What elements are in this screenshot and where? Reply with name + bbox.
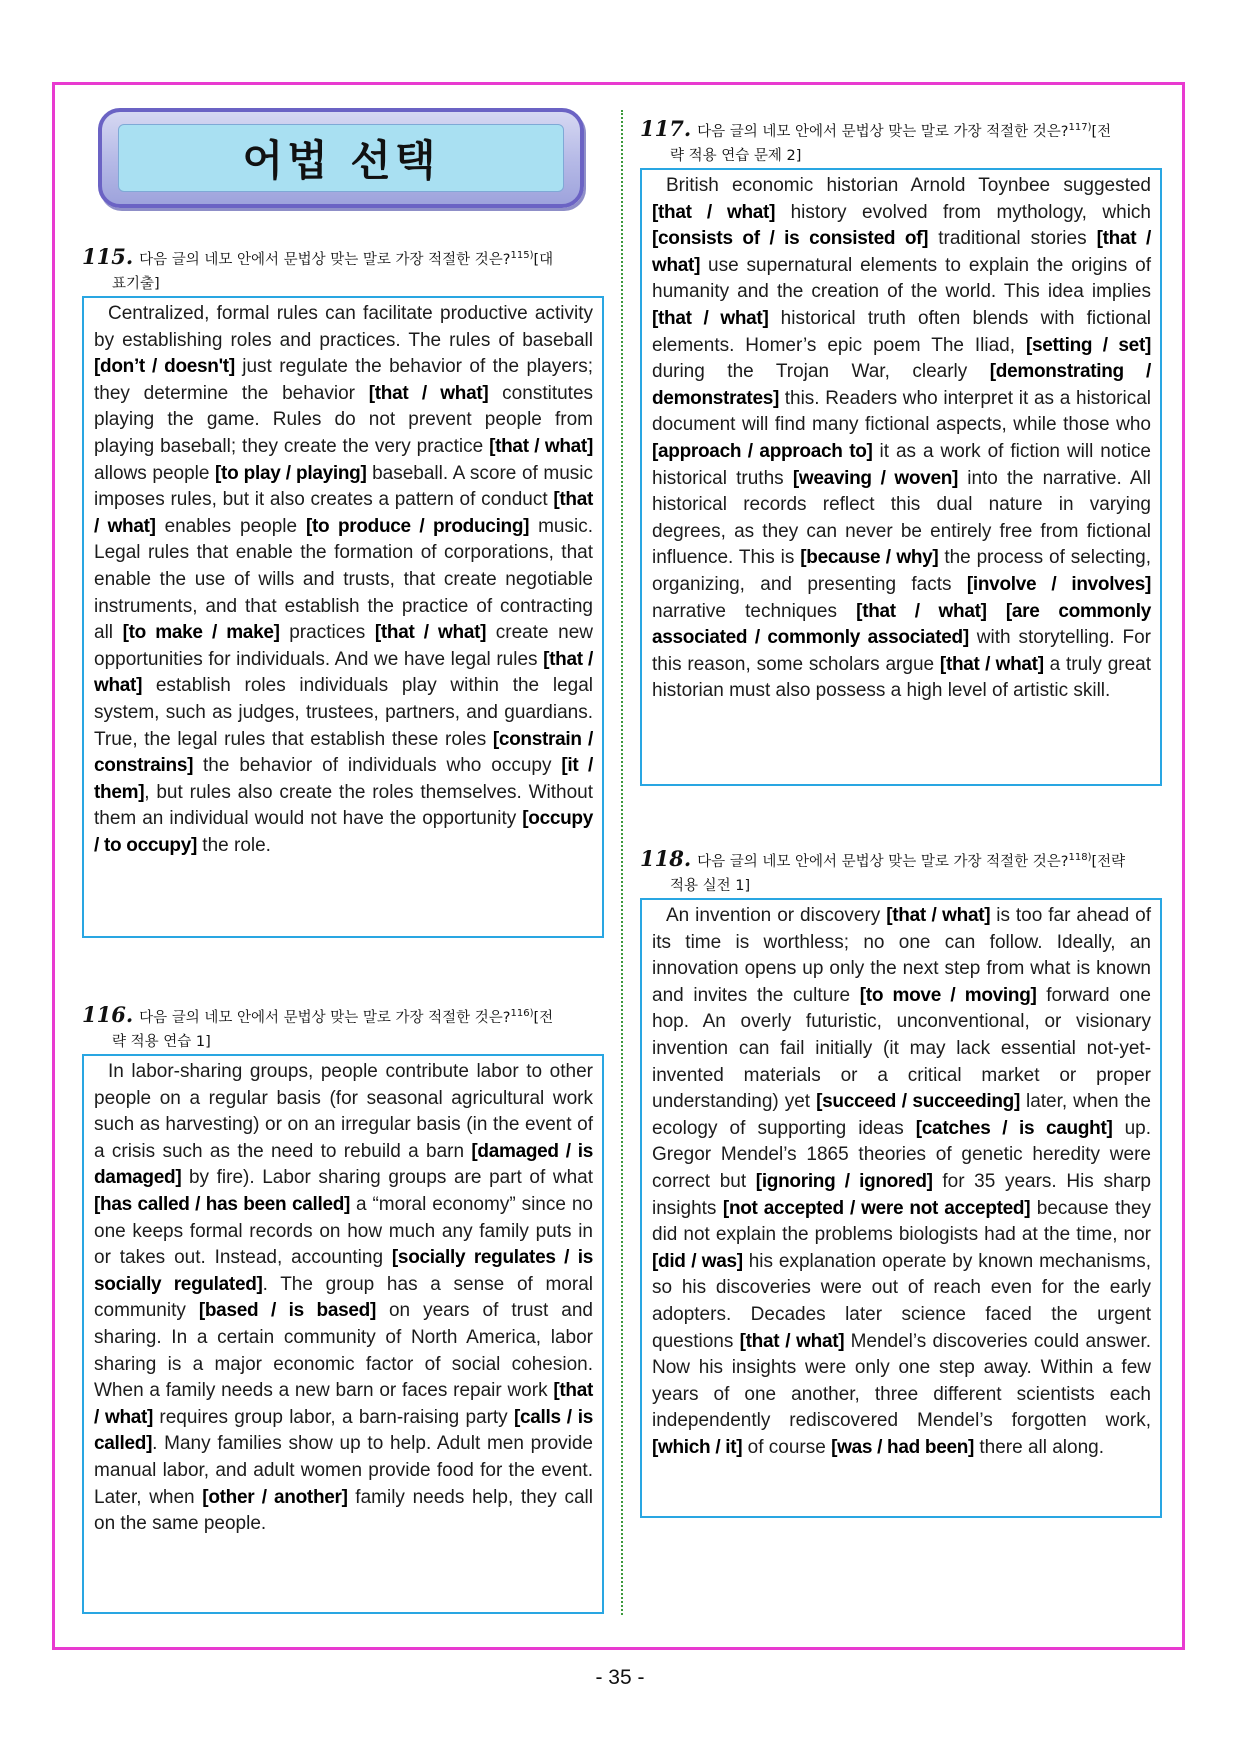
question-source: [전략 (1091, 853, 1126, 870)
answer-choice: [that / what] (374, 622, 487, 644)
passage-segment: music. Legal rules that enable the formation of corporations, that enable the use of wills and trusts, that create negotiable instruments, and that establish the practice of contracting all (94, 515, 593, 644)
footnote-marker: 117) (1068, 122, 1092, 133)
answer-choice: [has called / has been called] (94, 1193, 351, 1215)
footnote-marker: 118) (1068, 852, 1092, 863)
answer-choice: [catches / is caught] (915, 1117, 1113, 1139)
banner-inner (118, 124, 564, 192)
answer-choice: [that / what] (739, 1330, 845, 1352)
question-header-115 (82, 244, 610, 296)
answer-choice: [calls / is called] (94, 1406, 593, 1455)
question-source: [전 (533, 1009, 554, 1026)
question-prompt: 다음 글의 네모 안에서 문법상 맞는 말로 가장 적절한 것은? (697, 853, 1069, 870)
passage-box-115 (82, 296, 604, 938)
section-banner (98, 108, 584, 208)
answer-choice: [socially regulates / is socially regulated] (94, 1247, 593, 1295)
passage-segment: his explanation operate by known mechanisms, so his discoveries were out of reach even for the early adopters. Decades later science faced the urgent questions (652, 1250, 1151, 1352)
question-number: 117. (640, 115, 692, 141)
answer-choice: [based / is based] (198, 1300, 376, 1322)
question-prompt: 다음 글의 네모 안에서 문법상 맞는 말로 가장 적절한 것은? (139, 1009, 511, 1026)
question-source: [전 (1091, 123, 1112, 140)
question-source-cont: 적용 실전 1] (670, 877, 751, 894)
passage-segment: create new opportunities for individuals. And we have legal rules (94, 622, 593, 670)
question-source-cont: 표기출] (112, 275, 160, 292)
answer-choice: [consists of / is consisted of] (652, 228, 929, 250)
question-prompt: 다음 글의 네모 안에서 문법상 맞는 말로 가장 적절한 것은? (139, 251, 511, 268)
passage-segment: establish roles individuals play within the legal system, such as judges, trustees, partners, and guardians. True, the legal rules that establish these roles (94, 675, 593, 750)
answer-choice: [was / had been] (831, 1436, 975, 1458)
passage-segment: the behavior of individuals who occupy (193, 755, 562, 777)
answer-choice: [which / it] (652, 1436, 743, 1458)
passage-segment: there all along. (974, 1436, 1104, 1458)
answer-choice: [don’t / doesn't] (94, 356, 235, 378)
passage-segment: later, when the ecology of supporting ideas (652, 1091, 1151, 1139)
passage-segment: up. Gregor Mendel’s 1865 theories of genetic heredity were correct but (652, 1117, 1151, 1192)
passage-segment: , but rules also create the roles themselves. Without them an individual would not have the opportunity (94, 781, 593, 830)
passage-segment: it as a work of fiction will notice historical truths (652, 440, 1151, 489)
passage-segment: In labor-sharing groups, people contribute labor to other people on a regular basis (for seasonal agricultural work such as harvesting) or on an irregular basis (in the event of a crisis such as the need to rebuild a barn (94, 1061, 593, 1162)
answer-choice: [did / was] (652, 1250, 743, 1272)
footnote-marker: 115) (510, 250, 534, 261)
passage-segment: use supernatural elements to explain the origins of humanity and the creation of the world. This idea implies (652, 254, 1151, 303)
passage-segment: the role. (197, 834, 271, 856)
passage-segment: enables people (155, 515, 306, 537)
passage-segment: British economic historian Arnold Toynbee suggested (666, 175, 1151, 196)
question-source-cont: 략 적용 연습 문제 2] (670, 147, 802, 164)
passage-segment: allows people (94, 462, 216, 484)
answer-choice: [ignoring / ignored] (755, 1170, 933, 1192)
passage-segment: is too far ahead of its time is worthless; no one can follow. Ideally, an innovation opens up only the next step from what is known and invites the culture (652, 905, 1152, 1006)
answer-choice: [it / them] (94, 755, 593, 803)
answer-choice: [to move / moving] (859, 984, 1037, 1006)
passage-segment: the process of selecting, organizing, and presenting facts (652, 547, 1151, 595)
passage-segment: by fire). Labor sharing groups are part of what (181, 1167, 593, 1189)
question-prompt: 다음 글의 네모 안에서 문법상 맞는 말로 가장 적절한 것은? (697, 123, 1069, 140)
passage-text (94, 301, 593, 859)
passage-segment: constitutes playing the game. Rules do not prevent people from playing baseball; they create the very practice (94, 382, 594, 457)
question-header-116 (82, 1002, 610, 1054)
passage-text (94, 1059, 593, 1538)
answer-choice: [are commonly associated / commonly associated] (652, 600, 1151, 649)
passage-box-117 (640, 168, 1162, 786)
answer-choice: [that / what] (94, 489, 593, 537)
answer-choice: [involve / involves] (966, 573, 1151, 595)
passage-segment: of course (742, 1436, 832, 1458)
passage-segment: baseball. A score of music imposes rules, but it also creates a pattern of conduct (94, 462, 593, 511)
passage-segment: practices (279, 622, 375, 644)
column-divider (621, 110, 623, 1615)
passage-text (652, 903, 1151, 1461)
answer-choice: [that / what] (94, 1380, 593, 1428)
passage-segment: requires group labor, a barn-raising party (153, 1406, 514, 1428)
page-number: - 35 - (595, 1666, 645, 1689)
footnote-marker: 116) (510, 1008, 534, 1019)
answer-choice: [that / what] (886, 905, 991, 926)
answer-choice: [that / what] (489, 435, 593, 457)
passage-segment: a truly great historian must also possess a high level of artistic skill. (652, 653, 1152, 702)
answer-choice: [other / another] (202, 1486, 348, 1508)
section-title: 어법 선택 (242, 136, 440, 185)
passage-segment: family needs help, they call on the same people. (94, 1486, 593, 1535)
answer-choice: [to make / make] (122, 622, 280, 644)
passage-segment: narrative techniques (652, 600, 857, 622)
answer-choice: [demonstrating / demonstrates] (652, 361, 1151, 409)
answer-choice: [that / what] (652, 307, 769, 329)
passage-segment: forward one hop. An overly futuristic, unconventional, or visionary invention can fail initially (it may lack essential not-yet-invented materials or a critical market or proper understanding) yet (652, 984, 1151, 1113)
question-header-117 (640, 116, 1172, 168)
answer-choice: [that / what] (368, 382, 489, 404)
passage-segment: a “moral economy” since no one keeps formal records on how much any family puts in or takes out. Instead, accounting (94, 1193, 593, 1269)
answer-choice: [that / what] (856, 600, 987, 622)
answer-choice: [that / what] (652, 201, 776, 223)
answer-choice: [approach / approach to] (652, 440, 873, 462)
question-source: [대 (533, 251, 554, 268)
answer-choice: [that / what] (939, 653, 1044, 675)
passage-box-118 (640, 898, 1162, 1518)
answer-choice: [that / what] (652, 228, 1151, 276)
passage-box-116 (82, 1054, 604, 1614)
question-number: 115. (82, 243, 134, 269)
passage-segment: this. Readers who interpret it as a historical document will find many fictional aspects, while those who (652, 387, 1151, 436)
passage-segment: . The group has a sense of moral community (94, 1273, 593, 1322)
passage-segment: into the narrative. All historical records reflect this dual nature in varying degrees, as they can never be entirely free from fictional influence. This is (652, 467, 1151, 569)
answer-choice: [constrain / constrains] (94, 728, 593, 777)
passage-segment: historical truth often blends with fictional elements. Homer’s epic poem The Iliad, (652, 307, 1151, 356)
answer-choice: [not accepted / were not accepted] (722, 1197, 1031, 1219)
answer-choice: [occupy / to occupy] (94, 808, 593, 856)
question-source-cont: 략 적용 연습 1] (112, 1033, 211, 1050)
passage-segment: on years of trust and sharing. In a certain community of North America, labor sharing is a major economic factor of social cohesion. When a family needs a new barn or faces repair work (94, 1300, 593, 1402)
answer-choice: [because / why] (800, 547, 939, 569)
question-number: 116. (82, 1001, 134, 1027)
passage-segment: during the Trojan War, clearly (652, 361, 990, 383)
passage-segment: just regulate the behavior of the players; they determine the behavior (94, 356, 593, 404)
answer-choice: [that / what] (94, 648, 593, 697)
answer-choice: [to play / playing] (215, 462, 367, 484)
passage-segment: traditional stories (928, 228, 1097, 250)
passage-segment: Centralized, formal rules can facilitate productive activity by establishing roles and practices. The rules of baseball (94, 303, 593, 351)
answer-choice: [succeed / succeeding] (816, 1091, 1020, 1113)
passage-segment: because they did not explain the problems biologists had at the time, nor (652, 1197, 1151, 1246)
answer-choice: [to produce / producing] (306, 515, 530, 537)
passage-segment: Mendel’s discoveries could answer. Now his insights were only one step away. Within a few years of one another, three different scientists each independently rediscovered Mendel’s forgotten work, (652, 1330, 1151, 1432)
answer-choice: [weaving / woven] (792, 467, 959, 489)
passage-segment: for 35 years. His sharp insights (652, 1170, 1151, 1219)
passage-segment: An invention or discovery (666, 905, 887, 926)
question-header-118 (640, 846, 1172, 898)
passage-segment: with storytelling. For this reason, some scholars argue (652, 627, 1151, 675)
question-number: 118. (640, 845, 692, 871)
answer-choice: [damaged / is damaged] (94, 1140, 593, 1189)
answer-choice: [setting / set] (1025, 334, 1152, 356)
passage-segment: . Many families show up to help. Adult men provide manual labor, and adult women provide food for the event. Later, when (94, 1433, 593, 1508)
passage-segment (987, 601, 1006, 622)
passage-text (652, 173, 1151, 705)
passage-segment: history evolved from mythology, which (775, 201, 1151, 223)
